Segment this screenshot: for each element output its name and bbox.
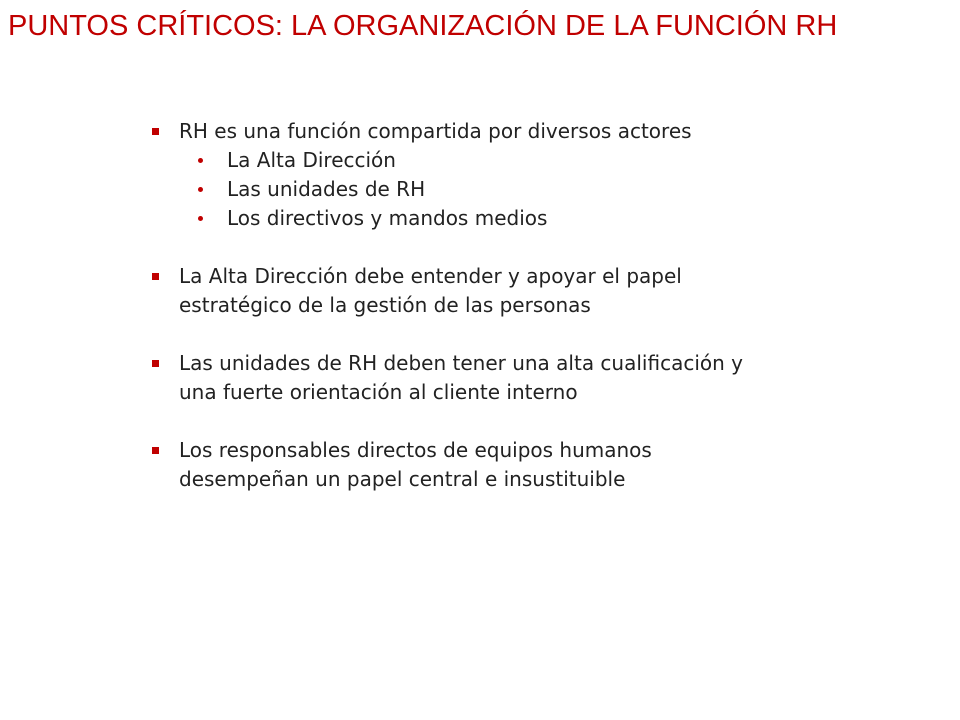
round-bullet-icon	[198, 187, 203, 192]
square-bullet-icon	[152, 447, 159, 454]
bullet-text-line: desempeñan un papel central e insustituible	[179, 467, 626, 491]
spacer	[152, 407, 912, 436]
bullet-list	[152, 117, 912, 494]
bullet-text-line: Las unidades de RH deben tener una alta cualificación y	[179, 351, 743, 375]
bullet-item-4	[152, 436, 912, 494]
square-bullet-icon	[152, 360, 159, 367]
spacer	[152, 320, 912, 349]
round-bullet-icon	[198, 158, 203, 163]
sub-bullet-item-2	[152, 175, 912, 204]
spacer	[152, 233, 912, 262]
sub-bullet-text: Las unidades de RH	[227, 177, 426, 201]
bullet-text-line: estratégico de la gestión de las personas	[179, 293, 591, 317]
bullet-item-2	[152, 262, 912, 320]
slide-title: PUNTOS CRÍTICOS: LA ORGANIZACIÓN DE LA FUNCIÓN RH	[8, 10, 838, 42]
bullet-text-line: Los responsables directos de equipos humanos	[179, 438, 652, 462]
bullet-item-3	[152, 349, 912, 407]
square-bullet-icon	[152, 273, 159, 280]
bullet-text-line: una fuerte orientación al cliente interno	[179, 380, 578, 404]
bullet-text-line: La Alta Dirección debe entender y apoyar el papel	[179, 264, 682, 288]
round-bullet-icon	[198, 216, 203, 221]
bullet-text: RH es una función compartida por diversos actores	[179, 119, 692, 143]
sub-bullet-item-3	[152, 204, 912, 233]
bullet-item-1	[152, 117, 912, 146]
sub-bullet-text: La Alta Dirección	[227, 148, 396, 172]
square-bullet-icon	[152, 128, 159, 135]
sub-bullet-text: Los directivos y mandos medios	[227, 206, 548, 230]
sub-bullet-item-1	[152, 146, 912, 175]
